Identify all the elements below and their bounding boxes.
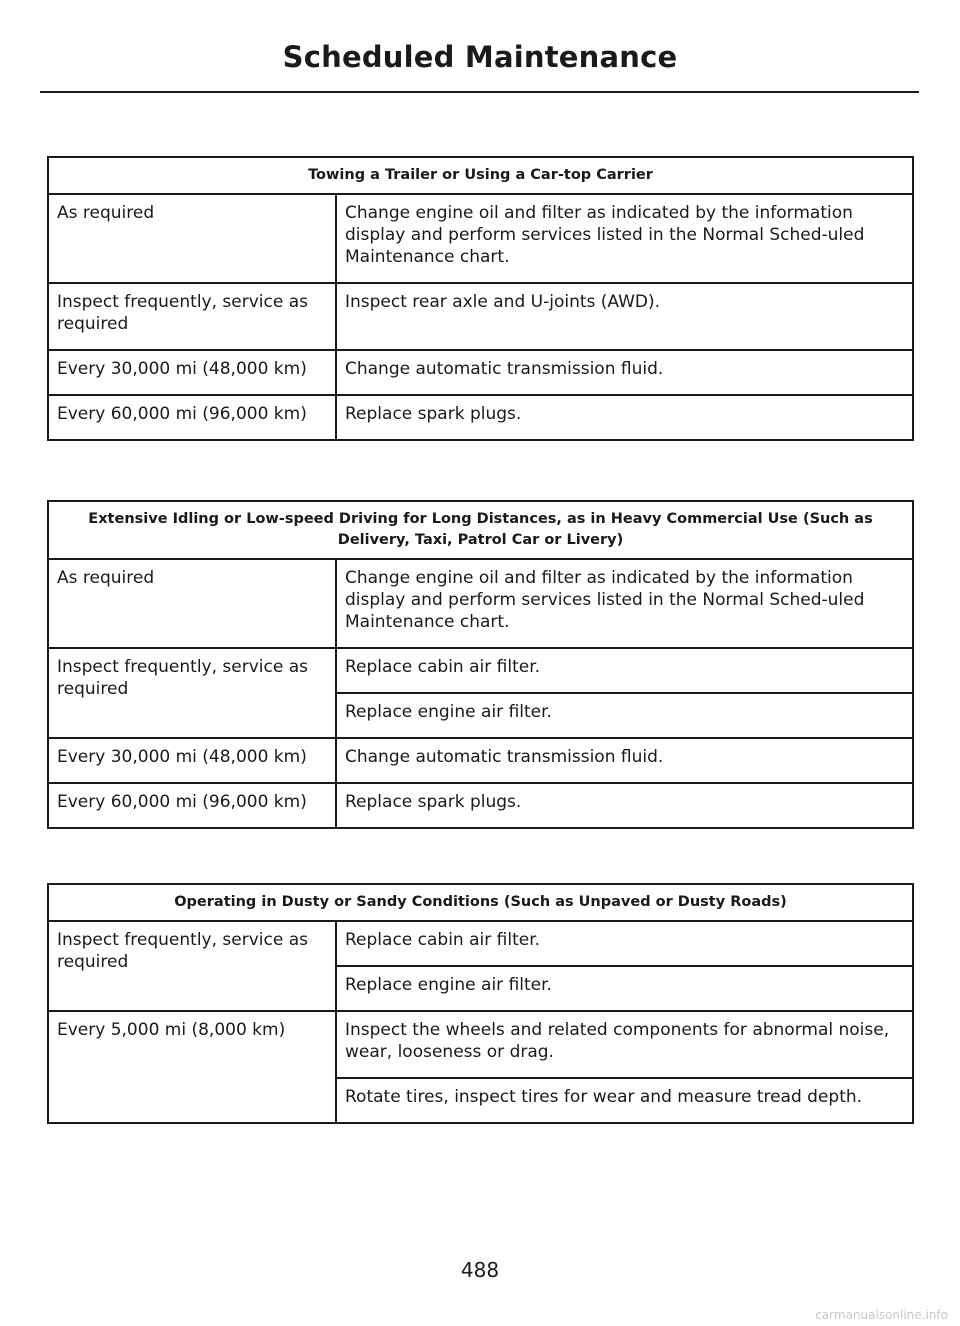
table-row — [48, 648, 913, 693]
table-row — [48, 738, 913, 783]
action-cell: Replace engine air filter. — [336, 966, 913, 1011]
table-row — [48, 1011, 913, 1078]
table-heading: Extensive Idling or Low-speed Driving for Long Distances, as in Heavy Commercial Use (Such as Delivery, Taxi, Patrol Car or Livery) — [48, 501, 913, 559]
action-cell: Replace spark plugs. — [336, 783, 913, 828]
action-cell: Replace engine air filter. — [336, 693, 913, 738]
action-cell: Inspect rear axle and U-joints (AWD). — [336, 283, 913, 350]
interval-cell: Every 60,000 mi (96,000 km) — [48, 395, 336, 440]
action-cell: Replace cabin air filter. — [336, 648, 913, 693]
table-row — [48, 283, 913, 350]
interval-cell: Every 30,000 mi (48,000 km) — [48, 350, 336, 395]
interval-cell: As required — [48, 559, 336, 648]
interval-cell: Inspect frequently, service as required — [48, 283, 336, 350]
table-row — [48, 395, 913, 440]
action-cell: Change engine oil and filter as indicated by the information display and perform services listed in the Normal Sched-uled Maintenance chart. — [336, 559, 913, 648]
table-row — [48, 194, 913, 283]
table-row — [48, 921, 913, 966]
dusty-conditions-maintenance-table — [47, 883, 914, 1124]
page-number: 488 — [460, 1258, 500, 1282]
action-cell: Change automatic transmission fluid. — [336, 350, 913, 395]
watermark: carmanualsonline.info — [815, 1308, 948, 1322]
interval-cell: Inspect frequently, service as required — [48, 648, 336, 738]
action-cell: Change engine oil and filter as indicated by the information display and perform services listed in the Normal Sched-uled Maintenance chart. — [336, 194, 913, 283]
interval-cell: Inspect frequently, service as required — [48, 921, 336, 1011]
action-cell: Change automatic transmission fluid. — [336, 738, 913, 783]
interval-cell: Every 60,000 mi (96,000 km) — [48, 783, 336, 828]
table-row — [48, 559, 913, 648]
table-heading: Operating in Dusty or Sandy Conditions (Such as Unpaved or Dusty Roads) — [48, 884, 913, 921]
table-header-row — [48, 157, 913, 194]
table-header-row — [48, 884, 913, 921]
table-row — [48, 783, 913, 828]
table-heading: Towing a Trailer or Using a Car-top Carrier — [48, 157, 913, 194]
title-divider — [40, 91, 919, 93]
idling-maintenance-table — [47, 500, 914, 829]
action-cell: Rotate tires, inspect tires for wear and measure tread depth. — [336, 1078, 913, 1123]
towing-maintenance-table — [47, 156, 914, 441]
page-title: Scheduled Maintenance — [282, 40, 678, 74]
interval-cell: Every 5,000 mi (8,000 km) — [48, 1011, 336, 1123]
interval-cell: As required — [48, 194, 336, 283]
action-cell: Replace cabin air filter. — [336, 921, 913, 966]
table-row — [48, 350, 913, 395]
interval-cell: Every 30,000 mi (48,000 km) — [48, 738, 336, 783]
action-cell: Inspect the wheels and related components for abnormal noise, wear, looseness or drag. — [336, 1011, 913, 1078]
action-cell: Replace spark plugs. — [336, 395, 913, 440]
table-header-row — [48, 501, 913, 559]
